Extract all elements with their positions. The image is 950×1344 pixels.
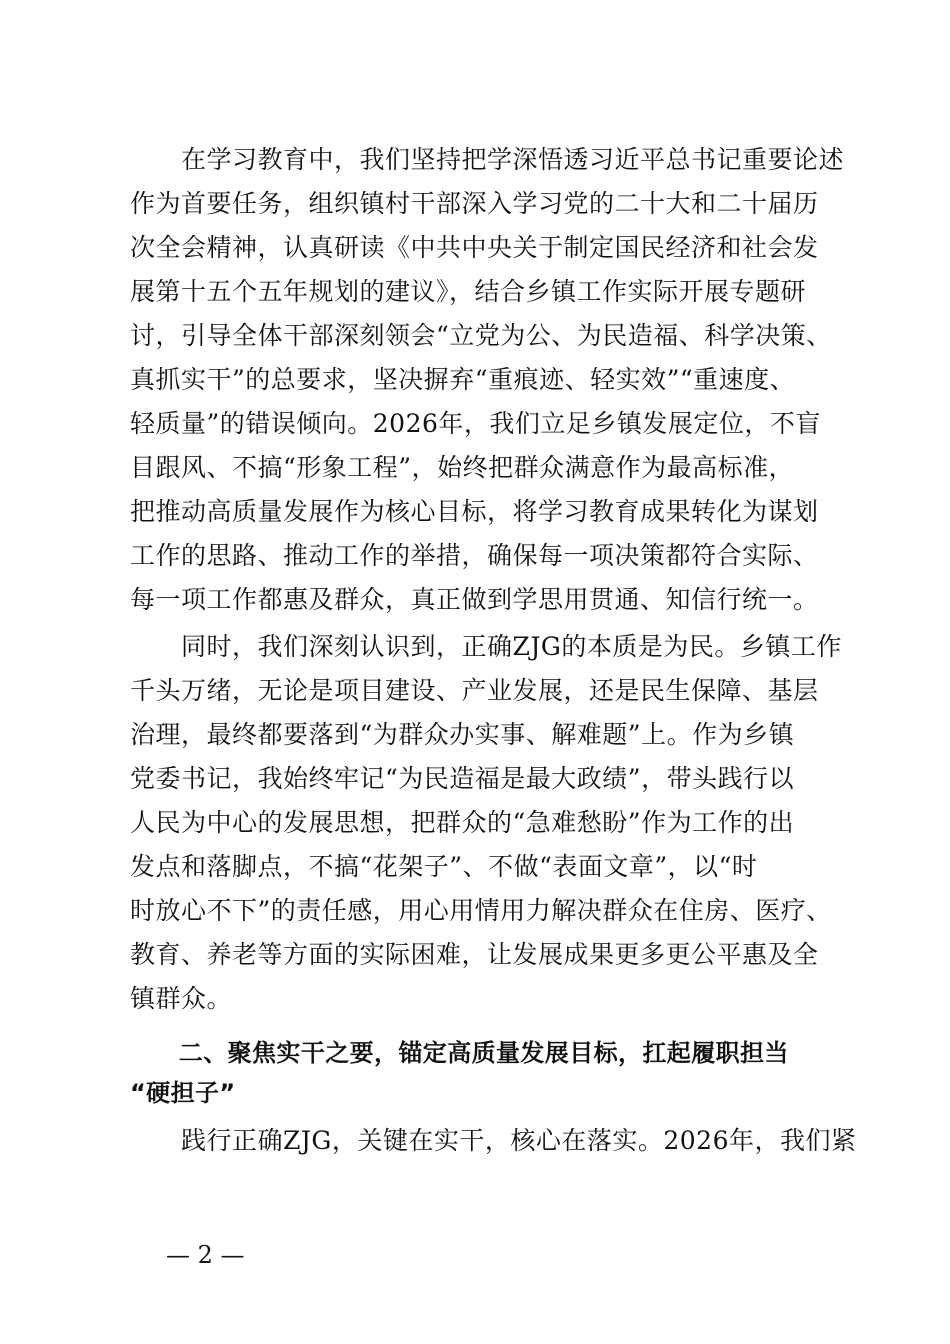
body-text-line: 镇群众。	[130, 984, 233, 1013]
section-heading: 二、聚焦实干之要，锚定高质量发展目标，扛起履职担当	[130, 1039, 789, 1067]
body-text-line: 把推动高质量发展作为核心目标，将学习教育成果转化为谋划	[130, 497, 819, 526]
body-text-line: 真抓实干”的总要求，坚决摒弃“重痕迹、轻实效”“重速度、	[130, 365, 796, 394]
body-text-line: 发点和落脚点，不搞“花架子”、不做“表面文章”，以“时	[130, 852, 758, 881]
body-text-line: 作为首要任务，组织镇村干部深入学习党的二十大和二十届历	[130, 189, 819, 218]
body-text-line: 人民为中心的发展思想，把群众的“急难愁盼”作为工作的出	[130, 808, 795, 837]
body-text-line: 目跟风、不搞“形象工程”，始终把群众满意作为最高标准，	[130, 453, 795, 482]
body-text-line: 教育、养老等方面的实际困难，让发展成果更多更公平惠及全	[130, 940, 819, 969]
body-text-line: 千头万绪，无论是项目建设、产业发展，还是民生保障、基层	[130, 676, 819, 705]
body-text-line: 次全会精神，认真研读《中共中央关于制定国民经济和社会发	[130, 233, 819, 262]
body-text-line: 在学习教育中，我们坚持把学深悟透习近平总书记重要论述	[130, 145, 845, 174]
section-heading-continued: “硬担子”	[130, 1079, 236, 1107]
body-text-line: 每一项工作都惠及群众，真正做到学思用贯通、知信行统一。	[130, 585, 819, 614]
body-text-line: 党委书记，我始终牢记“为民造福是最大政绩”，带头践行以	[130, 764, 795, 793]
page-number: — 2 —	[166, 1241, 245, 1269]
body-text-line: 讨，引导全体干部深刻领会“立党为公、为民造福、科学决策、	[130, 321, 832, 350]
body-text-line: 践行正确ZJG，关键在实干，核心在落实。2026年，我们紧	[130, 1126, 857, 1155]
body-text-line: 工作的思路、推动工作的举措，确保每一项决策都符合实际、	[130, 541, 819, 570]
body-text-line: 时放心不下”的责任感，用心用情用力解决群众在住房、医疗、	[130, 896, 832, 925]
body-text-line: 轻质量”的错误倾向。2026年，我们立足乡镇发展定位，不盲	[130, 409, 821, 438]
body-text-line: 展第十五个五年规划的建议》，结合乡镇工作实际开展专题研	[130, 277, 807, 306]
body-text-line: 同时，我们深刻认识到，正确ZJG的本质是为民。乡镇工作	[130, 632, 842, 661]
body-text-line: 治理，最终都要落到“为群众办实事、解难题”上。作为乡镇	[130, 720, 795, 749]
